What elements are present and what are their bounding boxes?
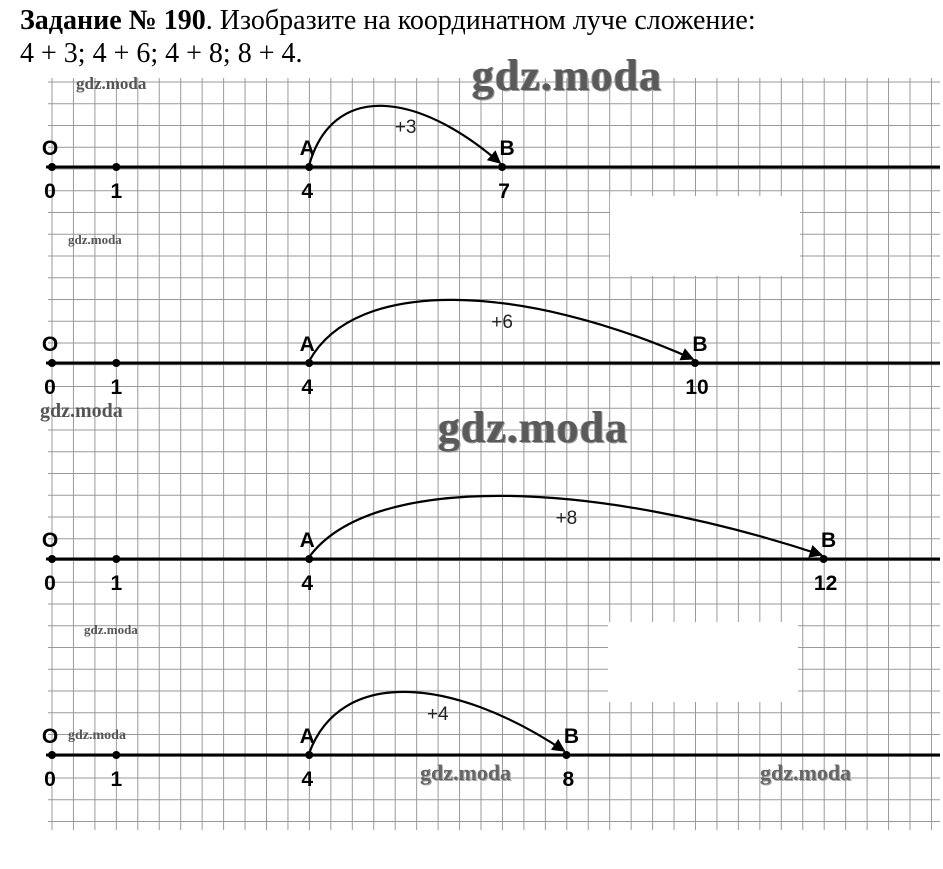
point-b-value: 10 — [685, 376, 709, 399]
arc-label: +8 — [555, 508, 578, 530]
watermark: gdz.moda — [76, 74, 147, 93]
origin-point — [48, 555, 56, 563]
arc-label: +3 — [394, 116, 417, 138]
unit-point — [112, 555, 120, 563]
watermark: gdz.moda — [420, 760, 512, 785]
arc-label: +6 — [491, 312, 513, 334]
watermark: gdz.moda — [84, 622, 138, 637]
watermark: gdz.moda — [438, 403, 629, 452]
unit-point — [112, 359, 120, 367]
origin-point — [48, 359, 56, 367]
point-a-value: 4 — [301, 180, 314, 203]
unit-value: 1 — [110, 180, 123, 203]
point-a-value: 4 — [301, 376, 314, 399]
point-b-value: 7 — [498, 180, 510, 203]
point-b-value: 12 — [813, 572, 838, 595]
task-number: Задание № 190 — [20, 5, 206, 36]
origin-letter: O — [41, 725, 59, 748]
point-b-letter: B — [692, 333, 708, 356]
point-b-letter: B — [821, 529, 837, 552]
origin-point — [48, 751, 56, 759]
watermark: gdz.moda — [760, 760, 852, 785]
point-b-letter: B — [563, 725, 579, 748]
arc-label: +4 — [426, 704, 449, 726]
point-b — [562, 751, 570, 759]
point-b-letter: B — [499, 137, 515, 160]
origin-value: 0 — [44, 768, 56, 791]
task-text: . Изобразите на координатном луче сложение: — [205, 5, 756, 36]
point-a-value: 4 — [301, 572, 314, 595]
point-a-letter: A — [299, 529, 315, 552]
watermark: gdz.moda — [40, 400, 123, 422]
grid — [48, 78, 940, 830]
task-expressions: 4 + 3; 4 + 6; 4 + 8; 8 + 4. — [20, 38, 303, 69]
point-a-letter: A — [299, 137, 315, 160]
point-b — [691, 359, 699, 367]
origin-letter: O — [41, 137, 59, 160]
unit-point — [112, 163, 120, 171]
point-b-value: 8 — [562, 768, 575, 791]
unit-value: 1 — [110, 768, 123, 791]
point-a-letter: A — [299, 333, 315, 356]
point-a-letter: A — [299, 725, 315, 748]
blank-patch — [610, 196, 800, 276]
watermark: gdz.moda — [472, 51, 663, 100]
point-a-value: 4 — [301, 768, 314, 791]
point-b — [820, 555, 828, 563]
watermark: gdz.moda — [68, 728, 126, 743]
unit-value: 1 — [110, 376, 123, 399]
origin-letter: O — [41, 529, 59, 552]
origin-point — [48, 163, 56, 171]
blank-patch — [608, 622, 798, 702]
point-b — [498, 163, 506, 171]
origin-value: 0 — [44, 376, 56, 399]
watermark: gdz.moda — [68, 232, 122, 247]
origin-letter: O — [41, 333, 59, 356]
origin-value: 0 — [44, 572, 56, 595]
unit-value: 1 — [110, 572, 123, 595]
unit-point — [112, 751, 120, 759]
origin-value: 0 — [44, 180, 56, 203]
